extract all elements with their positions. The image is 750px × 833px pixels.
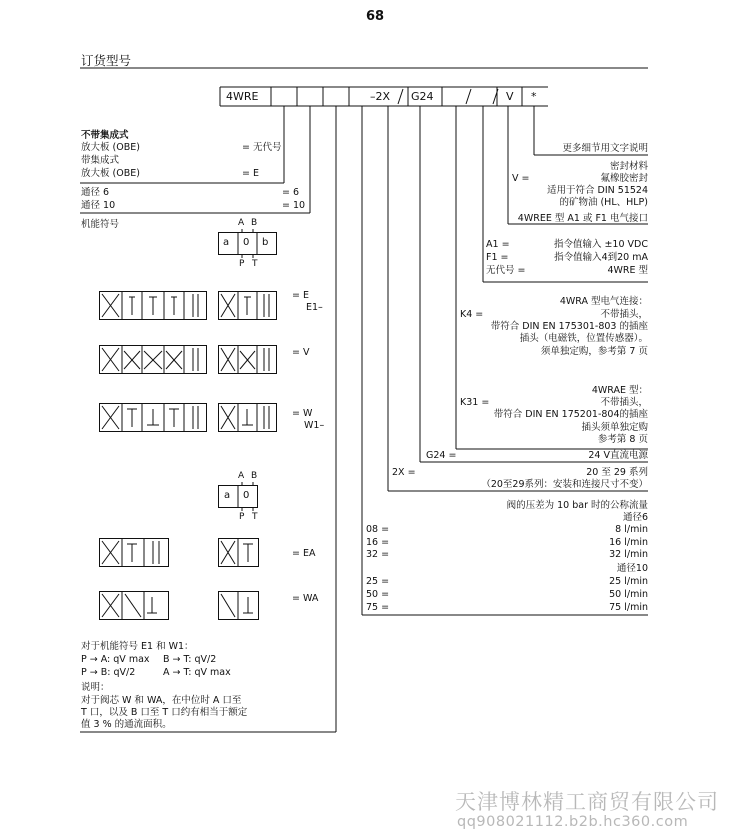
k4-no-plug: 不带插头， — [600, 309, 648, 320]
flow-32-eq: 32 = — [366, 549, 390, 560]
size10-label: 通径 10 — [81, 200, 116, 211]
box-a: a — [223, 237, 230, 248]
code-series: –2X — [370, 90, 391, 103]
k31-din: 带符合 DIN EN 175201-804的插座 — [493, 409, 648, 420]
k31-eq: K31 = — [460, 397, 490, 408]
explain-title: 说明： — [81, 682, 110, 693]
flow-25-eq: 25 = — [366, 576, 390, 587]
function-symbol-label: 机能符号 — [81, 219, 120, 230]
k31-plug: 插头须单独定购 — [581, 422, 648, 433]
size6-label: 通径 6 — [81, 187, 110, 198]
port-t-label-2: T — [252, 512, 258, 522]
k31-ref: 参考第 8 页 — [597, 434, 648, 445]
k31-no-plug: 不带插头， — [600, 397, 648, 408]
spool-v-full-symbol — [97, 343, 209, 377]
g24-eq: G24 = — [426, 450, 457, 461]
f1-eq: F1 = — [486, 252, 509, 263]
explain-2: T 口，以及 B 口至 T 口约有相当于额定 — [81, 707, 248, 718]
box-0-2: 0 — [243, 490, 250, 501]
seal-mineral-oil: 的矿物油 (HL、HLP) — [559, 197, 648, 208]
none-code: = 无代号 — [242, 142, 282, 153]
wra-connection: 4WRA 型电气连接： — [559, 296, 648, 307]
port-p-label-2: P — [239, 512, 245, 522]
port-a-label: A — [238, 218, 245, 228]
flow-75-eq: 75 = — [366, 602, 390, 613]
type-w1: W1– — [304, 420, 325, 431]
flow-1a: P → A: qV max — [81, 654, 150, 665]
code-prefix: 4WRE — [226, 90, 259, 103]
g24-desc: 24 V直流电源 — [588, 450, 648, 461]
seal-fkm: 氟橡胶密封 — [600, 173, 648, 184]
flow-16-val: 16 l/min — [609, 537, 648, 548]
note-e1-w1: 对于机能符号 E1 和 W1： — [81, 641, 194, 652]
watermark-contact: qq908021112.b2b.hc360.com — [457, 814, 689, 830]
section-title: 订货型号 — [81, 53, 132, 68]
port-b-label: B — [251, 218, 258, 228]
port-t-label: T — [252, 259, 258, 269]
spool-e-full-symbol — [97, 289, 209, 323]
a1-eq: A1 = — [486, 239, 510, 250]
type-w: = W — [292, 408, 313, 419]
flow-title: 阀的压差为 10 bar 时的公称流量 — [506, 500, 648, 511]
spool-w-short-symbol — [216, 401, 280, 435]
type-e: = E — [292, 290, 309, 301]
spool-e-short-symbol — [216, 289, 280, 323]
flow-16-eq: 16 = — [366, 537, 390, 548]
spool-wa-short-symbol — [216, 589, 262, 623]
no-integrated-label: 不带集成式 — [81, 130, 129, 141]
box-a-2: a — [224, 490, 231, 501]
code-seal: V — [506, 90, 514, 103]
k4-din: 带符合 DIN EN 175301-803 的插座 — [490, 321, 648, 332]
explain-3: 值 3 % 的通流面积。 — [81, 719, 172, 730]
e-code: = E — [242, 168, 259, 179]
box-0: 0 — [243, 237, 250, 248]
seal-material: 密封材料 — [609, 161, 648, 172]
spool-ea-full-symbol — [97, 536, 171, 570]
k4-order: 须单独定购，参考第 7 页 — [540, 346, 648, 357]
k4-plug: 插头（电磁铁，位置传感器）。 — [519, 333, 648, 344]
port-a-label-2: A — [238, 471, 245, 481]
code-star: * — [531, 90, 537, 103]
with-integrated-label: 带集成式 — [81, 155, 120, 166]
f1-desc: 指令值输入4到20 mA — [554, 252, 648, 263]
size10-code: = 10 — [282, 200, 306, 211]
no-code-eq: 无代号 = — [486, 265, 526, 276]
amp-obe-2: 放大板 (OBE) — [81, 168, 140, 179]
wrae-type: 4WRAE 型： — [591, 385, 648, 396]
flow-50-val: 50 l/min — [609, 589, 648, 600]
port-b-label-2: B — [251, 471, 258, 481]
type-v: = V — [292, 347, 310, 358]
more-details: 更多细节用文字说明 — [562, 143, 648, 154]
flow-1b: B → T: qV/2 — [163, 654, 217, 665]
port-p-label: P — [239, 259, 245, 269]
flow-50-eq: 50 = — [366, 589, 390, 600]
box-b: b — [262, 237, 269, 248]
series-note: （20至29系列：安装和连接尺寸不变） — [481, 479, 648, 490]
page-number: 68 — [365, 9, 385, 24]
flow-size6: 通径6 — [622, 512, 648, 523]
electrical-interface: 4WREE 型 A1 或 F1 电气接口 — [517, 213, 648, 224]
wre-type: 4WRE 型 — [607, 265, 648, 276]
spool-w-full-symbol — [97, 401, 209, 435]
spool-wa-full-symbol — [97, 589, 171, 623]
size6-code: = 6 — [282, 187, 300, 198]
type-e1: E1– — [306, 302, 323, 313]
flow-size10: 通径10 — [616, 563, 648, 574]
series-eq: 2X = — [392, 467, 416, 478]
spool-ea-short-symbol — [216, 536, 262, 570]
flow-08-eq: 08 = — [366, 524, 390, 535]
flow-25-val: 25 l/min — [609, 576, 648, 587]
watermark-company: 天津博林精工商贸有限公司 — [455, 790, 719, 814]
type-ea: = EA — [292, 548, 316, 559]
k4-eq: K4 = — [460, 309, 484, 320]
flow-32-val: 32 l/min — [609, 549, 648, 560]
flow-75-val: 75 l/min — [609, 602, 648, 613]
flow-2a: P → B: qV/2 — [81, 667, 136, 678]
seal-suitable: 适用于符合 DIN 51524 — [547, 185, 648, 196]
code-voltage: G24 — [411, 90, 434, 103]
spool-v-short-symbol — [216, 343, 280, 377]
type-wa: = WA — [292, 593, 319, 604]
flow-2b: A → T: qV max — [163, 667, 231, 678]
explain-1: 对于阀芯 W 和 WA，在中位时 A 口至 — [81, 695, 242, 706]
a1-desc: 指令值输入 ±10 VDC — [553, 239, 648, 250]
flow-08-val: 8 l/min — [615, 524, 648, 535]
seal-v-eq: V = — [512, 173, 530, 184]
series-desc: 20 至 29 系列 — [586, 467, 648, 478]
amp-obe-1: 放大板 (OBE) — [81, 142, 140, 153]
